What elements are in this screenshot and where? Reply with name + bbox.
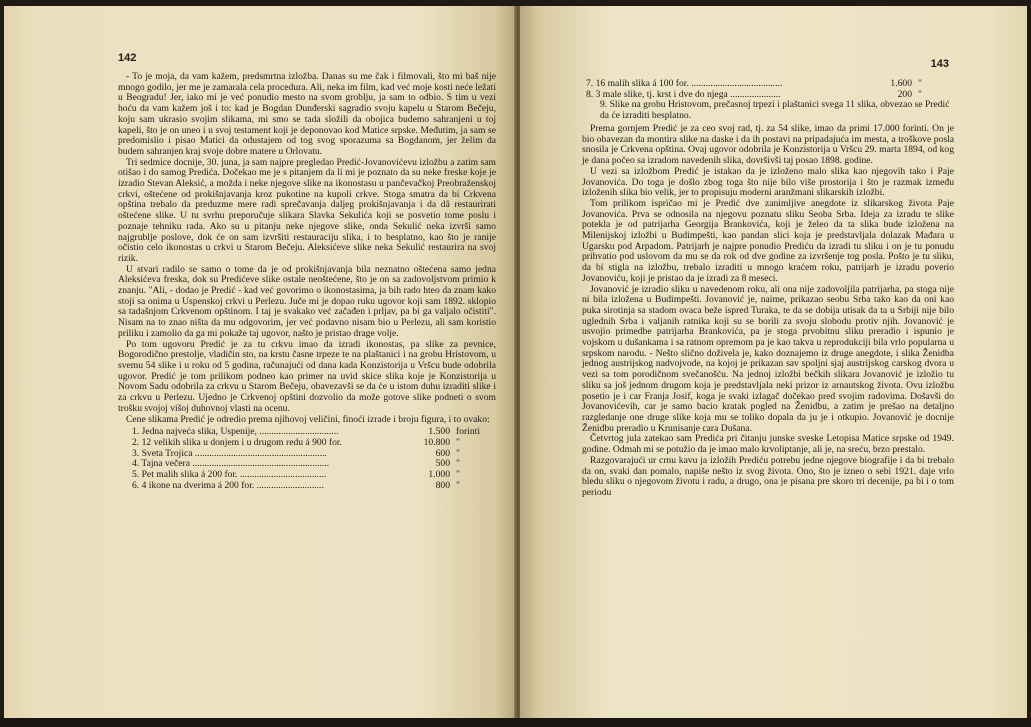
left-page-body — [118, 72, 496, 491]
paragraph: U vezi sa izložbom Predić je istakao da je izloženo malo slika kao njegovih tako i Paje Jovanovića. Do toga je došlo zbog toga što nije bilo više prostorija i što je razmak između izloženih slika bio velik, jer to propisuju moderni aranžmani slikarskih izložbi. — [582, 165, 954, 199]
paragraph: Prema gornjem Predić je za ceo svoj rad, tj. za 54 slike, imao da primi 17.000 forinti. On je bio obavezan da montira slike na daske i da ih postavi na pripadajuća im mesta, a troškove posla snosila je Crkvena opština. Ovaj ugovor odobrila je Konzistorija u Vršcu 29. marta 1894, od kog je dana počeo sa izradom navedenih slika, dovršivši taj posao 1898. godine. — [582, 123, 954, 167]
paragraph: Tom prilikom ispričao mi je Predić dve zanimljive anegdote iz slikarskog života Paje Jovanovića. Prva se odnosila na njegovu poznatu sliku Seoba Srba. Ideja za izradu te slike potekla je od patrijarha Georgija Brankovića, koji je želeo da ta slika bude izložena na Milenijskoj izložbi u Budimpešti, kao pandan slici koja je predstavljala dolazak Mađara u Ugarsku pod Arpadom. Patrijarh je najpre ponudio Prediću da izradi tu sliku i on je tu ponudu prihvatio pod uslovom da mu se da rok od dve godine za izvršenje tog posla. Pošto je tu sliku, da bi stigla na izložbu, trebalo izraditi u mnogo kraćem roku, patrijarh je izradu poverio Jovanoviću, koji je pristao da je izradi za 8 meseci. — [582, 197, 954, 284]
price-item: 2. 12 velikih slika u donjem i u drugom redu á 900 for. — [132, 437, 342, 448]
price-amount: 10.800 — [423, 436, 450, 448]
price-amount: 500 — [435, 458, 450, 470]
paragraph: - To je moja, da vam kažem, predsmrtna izložba. Danas su me čak i filmovali, što mi baš nije mnogo godilo, jer me je zamarala cela procedura. Ali, neka im film, kad već moje kosti neće ležati u Beogradu! Jer, iako mi je već ponudio mesto na svom groblju, ja sam to odbio. S tim u vezi hoću da vam kažem još i to: kad je Bogdan Dunđerski sagradio svoju kapelu u Starom Bečeju, koju sam ukrasio svojim slikama, mi smo se tada složili da obojica budemo sahranjeni u toj kapeli, što je on uneo i u svoj testament koji je deponovao kod Matice srpske. Međutim, ja sam se predomislio i pisao Matici da odustajem od tog svog sporazuma sa Bogdanom, jer želim da budem sahranjen kraj svoje dobre matere u Orlovatu. — [118, 71, 497, 157]
right-page-body — [582, 124, 954, 499]
price-item: 1. Jedna najveća slika, Uspenije, ................................. — [132, 427, 339, 438]
price-amount: 1.000 — [428, 469, 450, 481]
price-currency: " — [918, 78, 922, 89]
price-amount: 600 — [435, 447, 450, 459]
price-currency: " — [918, 88, 922, 100]
price-currency: " — [456, 458, 460, 470]
price-currency: forinti — [456, 426, 480, 438]
price-amount: 1.500 — [428, 426, 450, 438]
price-item: 9. Slike na grobu Hristovom, prečasnoj trpezi i plaštanici svega 11 slika, obvezao se Predić da će izraditi besplatno. — [600, 99, 950, 122]
book-bottom-edge — [0, 718, 1031, 727]
page-number: 143 — [930, 58, 949, 70]
paragraph: Jovanović je izradio sliku u navedenom roku, ali ona nije zadovoljila patrijarha, pa stoga nije ni bila izložena u Budimpešti. Jovanović je, naime, prikazao seobu Srba tako kao da oni kao puka sirotinja sa stadom ovaca beže ispred Turaka, te da se dobija utisak da ta u Srbiji nije bilo uglednih Srba i valjanih ratnika koji su se borili za svoju slobodu protiv njih. Jovanović je usvojio primedbe patrijarha Brankovića, pa je stoga prvobitnu sliku preradio i ispunio je vojskom u dušankama i sa ratnom opremom pa je kao takva u reprodukciji bila vrlo popularna u srpskom narodu. - Nešto slično doživela je, kako doznajemo iz druge anegdote, i slika Ženidba jednog austrijskog nadvojvode, na kojoj je prikazan sav spoljni sjaj austrijskog carskog dvora u vezi sa tom porodičnom svečanošću. Na jednoj izložbi bečkih slikara Jovanović je izložio tu sliku sa još jednom drugom koja je predstavljala neki prizor iz arnautskog života. Ovu izložbu posetio je i car Franja Josif, koga je svaki izlagač dočekao pred svojim radovima. Došavši do Jovanovićevih, car je samo bacio kratak pogled na Ženidbu, a zatim je prešao na detaljno razgledanje one druge slike koja mu se toliko dopala da ju je i otkupio. Jovanović je docnije Ženidbu preradio u Krunisanje cara Dušana. — [582, 283, 954, 434]
price-currency: " — [456, 447, 460, 459]
price-amount: 1.600 — [890, 78, 912, 89]
price-currency: " — [456, 469, 460, 481]
left-page — [4, 6, 516, 718]
price-list-continued — [582, 79, 958, 122]
price-currency: " — [456, 436, 460, 448]
price-item: 5. Pet malih slika á 200 for. .................................... — [132, 470, 327, 481]
price-item: 7. 16 malih slika á 100 for. ...................................... — [586, 79, 783, 89]
right-page — [520, 6, 1027, 718]
price-list-row — [132, 481, 496, 492]
price-currency: " — [456, 479, 460, 491]
price-item: 4. Tajna večera ......................................................... — [132, 459, 330, 470]
paragraph: Po tom ugovoru Predić je za tu crkvu imao da izradi ikonostas, pa slike za pevnice, Bogorodično prestolje, vladičin sto, na krstu časne trpeze te na plaštanici i na grobu Hristovom, u svemu 54 slike i u roku od 5 godina, računajući od dana kada Konzistorija u Vršcu bude odobrila ugovor. Predić je tom prilikom podneo kao primer na uvid skice slika koje je Konzistorija u Novom Sadu odobrila za crkvu u Starom Bečeju, obavezavši se da će u istom duhu izraditi slike i za crkvu u Perlezu. Ujedno je Crkvenoj opštini dozvolio da može gotove slike podneti o svom trošku svojoj višoj duhovnoj vlasti na ocenu. — [118, 338, 496, 414]
paragraph: Razgovarajući ur crnu kavu ja izložih Prediću potrebu jedne njegove biografije i da bi trebalo da on, svaki dan pomalo, napiše nešto iz svog života. Ono, što je izneo o sebi 1921. daje vrlo bledu sliku o njegovom životu i radu, a drugo, ona je pisana pre skoro tri decenije, pa bi i o tom periodu — [582, 454, 954, 498]
paragraph: U stvari radilo se samo o tome da je od prokišnjavanja bila neznatno oštećena samo jedna Aleksićeva freska, dok su Predićeve slike ostale neoštećene, što je on sa zadovoljstvom primio k znanju. "Ali, - dodao je Predić - kad već govorimo o ikonostasima, ja bih rado hteo da znam kako stoji sa onima u Uspenskoj crkvi u Perlezu. Juče mi je dopao ruku ugovor koji sam 1892. sklopio sa tadašnjom Crkvenom opštinom. I taj je svakako već začađen i prljav, pa bi ga valjalo očistiti". Nisam na to znao ništa da mu odgovorim, jer već podavno nisam bio u Perlezu, ali sam koristio priliku i zamolio da ga mi pokaže taj ugovor, našto je pristao drage volje. — [118, 263, 496, 339]
price-item: 3. Sveta Trojica ....................................................... — [132, 448, 327, 459]
price-item: 8. 3 male slike, tj. krst i dve do njega ..................... — [586, 89, 781, 100]
price-list — [118, 427, 496, 491]
price-amount: 200 — [897, 88, 912, 100]
price-amount: 800 — [435, 479, 450, 491]
price-list-row — [132, 438, 496, 449]
price-item: 6. 4 ikone na dverima á 200 for. ............................ — [132, 480, 324, 491]
page-number: 142 — [118, 52, 137, 64]
paragraph: Cene slikama Predić je odredio prema njihovoj veličini, finoći izrade i broju figura, i to ovako: — [126, 413, 490, 425]
paragraph: Tri sedmice docnije, 30. juna, ja sam najpre pregledao Predić-Jovanovićevu izložbu a zatim sam otišao i do samog Predića. Dočekao me je s pitanjem da li mi je poznato da su neke freske koje je izradio Stevan Aleksić, a možda i neke njegove slike na ikonostasu u pančevačkoj Preobraženskoj crkvi, oštećene od prokišnjavanja kroz pukotine na kupoli crkve. Stoga smatra da bi Crkvena opština trebalo da preduzme mere radi sprečavanja daljeg prokišnjavanja i da dâ restaurirati oštećene slike. U tu svrhu preporučuje slikara Slavka Sekulića koji se posvetio tome poslu i poznaje tehniku rada. Ako su u pitanju neke njegove slike, onda Sekulić neka izvrši samo najgrublje poslove, dok će on sam izvršiti restauraciju slika, i to besplatno, kao što je ranije očistio celo ikonostas u crkvi u Starom Bečeju. Aleksićeve slike neka Sekulić restaurira na svoj rizik. — [118, 156, 496, 264]
paragraph: Četvrtog jula zatekao sam Predića pri čitanju junske sveske Letopisa Matice srpske od 1949. godine. Odmah mi se potužio da je imao malo krvoliptanje, ali je, na sreću, brzo prestalo. — [582, 433, 954, 456]
